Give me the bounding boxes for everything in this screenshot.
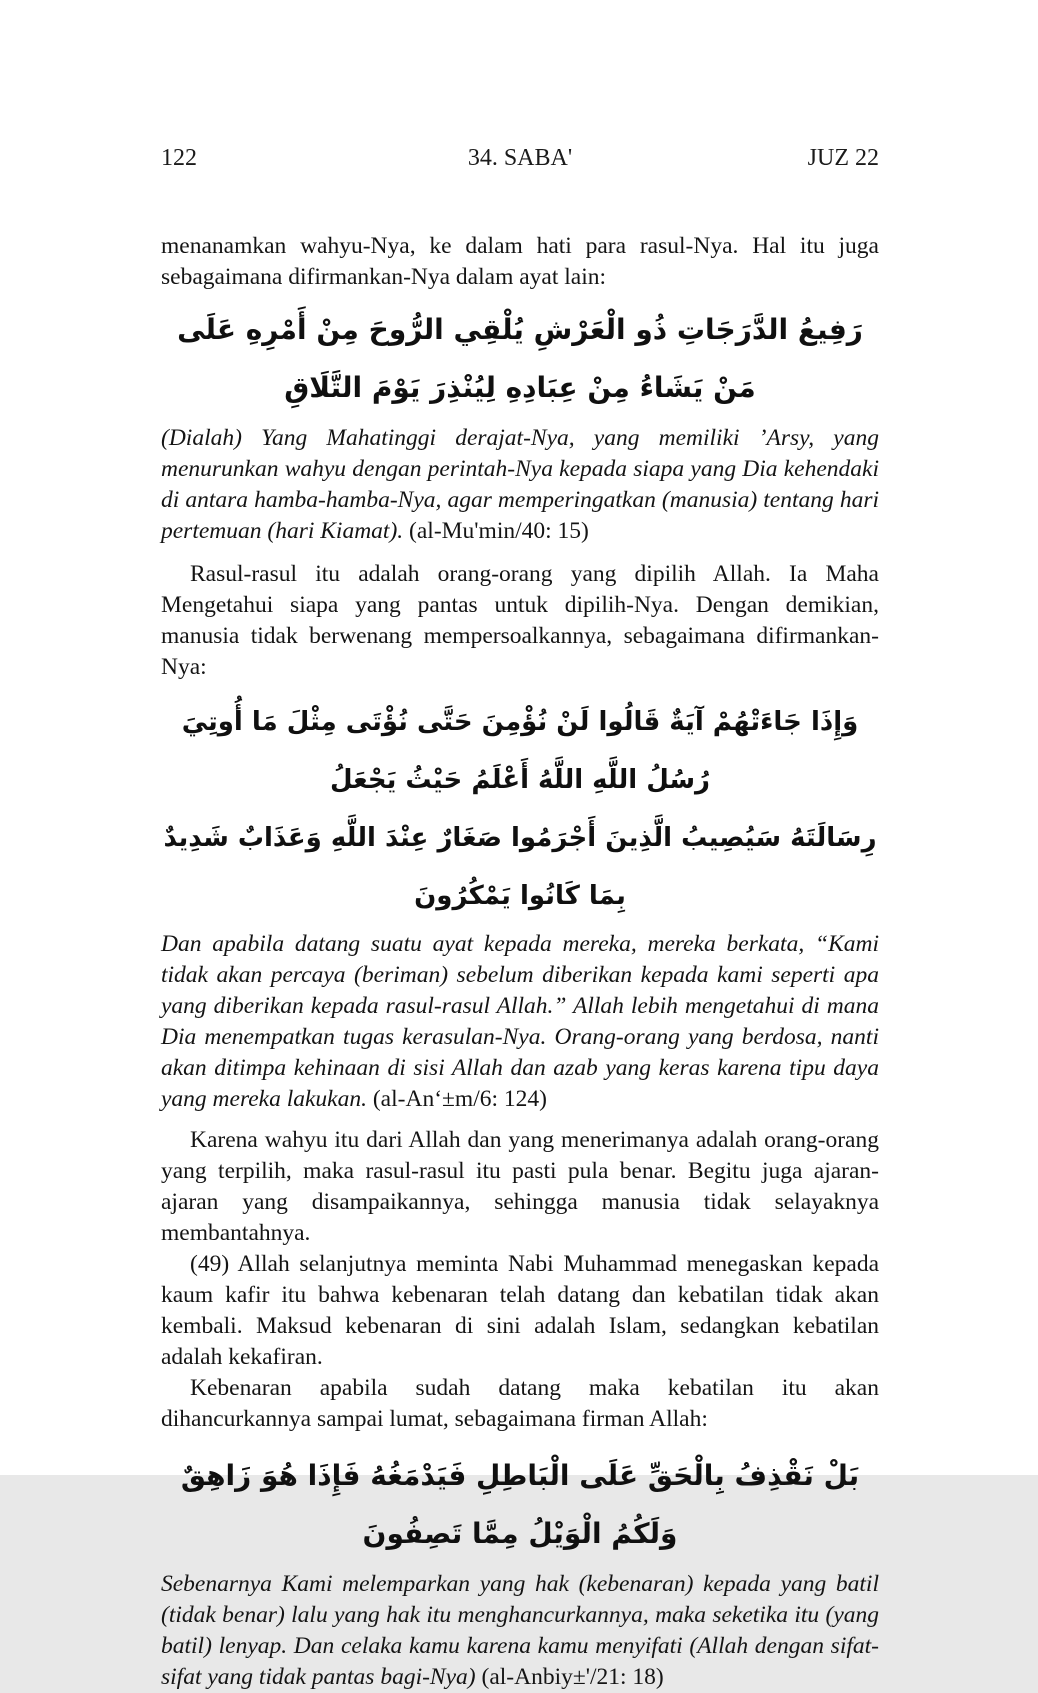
paragraph-intro: menanamkan wahyu-Nya, ke dalam hati para rasul-Nya. Hal itu juga sebagaimana difirmankan-Nya dalam ayat lain: — [161, 233, 879, 290]
arabic-verse-al-anbiya-21-18: بَلْ نَقْذِفُ بِالْحَقِّ عَلَى الْبَاطِلِ فَيَدْمَغُهُ فَإِذَا هُوَ زَاهِقٌ وَلَكُمُ الْوَيْلُ مِمَّا تَصِفُونَ — [180, 1459, 860, 1550]
translation-text: (Dialah) Yang Mahatinggi derajat-Nya, yang memiliki ’Arsy, yang menurunkan wahyu dengan perintah-Nya kepada siapa yang Dia kehendaki di antara hamba-hamba-Nya, agar memperingatkan (manusia) tentang hari pertemuan (hari Kiamat). — [161, 425, 879, 544]
paragraph-karena-wahyu: Karena wahyu itu dari Allah dan yang menerimanya adalah orang-orang yang terpilih, maka rasul-rasul itu pasti pula benar. Begitu juga ajaran-ajaran yang disampaikannya, sehingga manusia tidak selayaknya membantahnya. — [161, 1127, 879, 1246]
translation-al-anam-6-124 — [161, 929, 879, 1115]
translation-al-mumin-40-15 — [161, 423, 879, 547]
citation-al-anbiya: (al-Anbiy±'/21: 18) — [481, 1664, 664, 1690]
citation-al-mumin: (al-Mu'min/40: 15) — [409, 518, 589, 544]
page-header — [161, 145, 879, 171]
paragraph-ayat-49: (49) Allah selanjutnya meminta Nabi Muhammad menegaskan kepada kaum kafir itu bahwa kebenaran telah datang dan kebatilan tidak akan kembali. Maksud kebenaran di sini adalah Islam, sedangkan kebatilan adalah kekafiran. — [161, 1251, 879, 1370]
translation-al-anbiya-21-18 — [161, 1569, 879, 1693]
arabic-verse-line-1: وَإِذَا جَاءَتْهُمْ آيَةٌ قَالُوا لَنْ نُؤْمِنَ حَتَّى نُؤْتَى مِثْلَ مَا أُوتِيَ رُسُلُ اللَّهِ اللَّهُ أَعْلَمُ حَيْثُ يَجْعَلُ — [181, 707, 859, 795]
paragraph-rasul: Rasul-rasul itu adalah orang-orang yang dipilih Allah. Ia Maha Mengetahui siapa yang pantas untuk dipilih-Nya. Dengan demikian, manusia tidak berwenang mempersoalkannya, sebagaimana difirmankan-Nya: — [161, 561, 879, 680]
chapter-title: 34. SABA' — [467, 145, 573, 171]
arabic-verse-line-2: رِسَالَتَهُ سَيُصِيبُ الَّذِينَ أَجْرَمُوا صَغَارٌ عِنْدَ اللَّهِ وَعَذَابٌ شَدِيدٌ بِمَا كَانُوا يَمْكُرُونَ — [163, 823, 877, 911]
translation-text: Dan apabila datang suatu ayat kepada mereka, mereka berkata, “Kami tidak akan percaya (beriman) sebelum diberikan kepada kami seperti apa yang diberikan kepada rasul-rasul Allah.” Allah lebih mengetahui di mana Dia menempatkan tugas kerasulan-Nya. Orang-orang yang berdosa, nanti akan ditimpa kehinaan di sisi Allah dan azab yang keras karena tipu daya yang mereka lakukan. — [161, 931, 879, 1112]
page-content — [161, 145, 879, 1693]
arabic-verse-al-anam-6-124 — [161, 693, 879, 925]
citation-al-anam: (al-An‘±m/6: 124) — [372, 1086, 547, 1112]
juz-label: JUZ 22 — [807, 145, 879, 171]
arabic-verse-al-mumin-40-15: رَفِيعُ الدَّرَجَاتِ ذُو الْعَرْشِ يُلْقِي الرُّوحَ مِنْ أَمْرِهِ عَلَى مَنْ يَشَاءُ مِنْ عِبَادِهِ لِيُنْذِرَ يَوْمَ التَّلَاقِ — [177, 313, 863, 404]
translation-text: Sebenarnya Kami melemparkan yang hak (kebenaran) kepada yang batil (tidak benar) lalu yang hak itu menghancurkannya, maka seketika itu (yang batil) lenyap. Dan celaka kamu karena kamu menyifati (Allah dengan sifat-sifat yang tidak pantas bagi-Nya) — [161, 1571, 879, 1690]
paragraph-kebenaran: Kebenaran apabila sudah datang maka kebatilan itu akan dihancurkannya sampai lumat, sebagaimana firman Allah: — [161, 1375, 879, 1432]
page-number: 122 — [161, 145, 197, 171]
